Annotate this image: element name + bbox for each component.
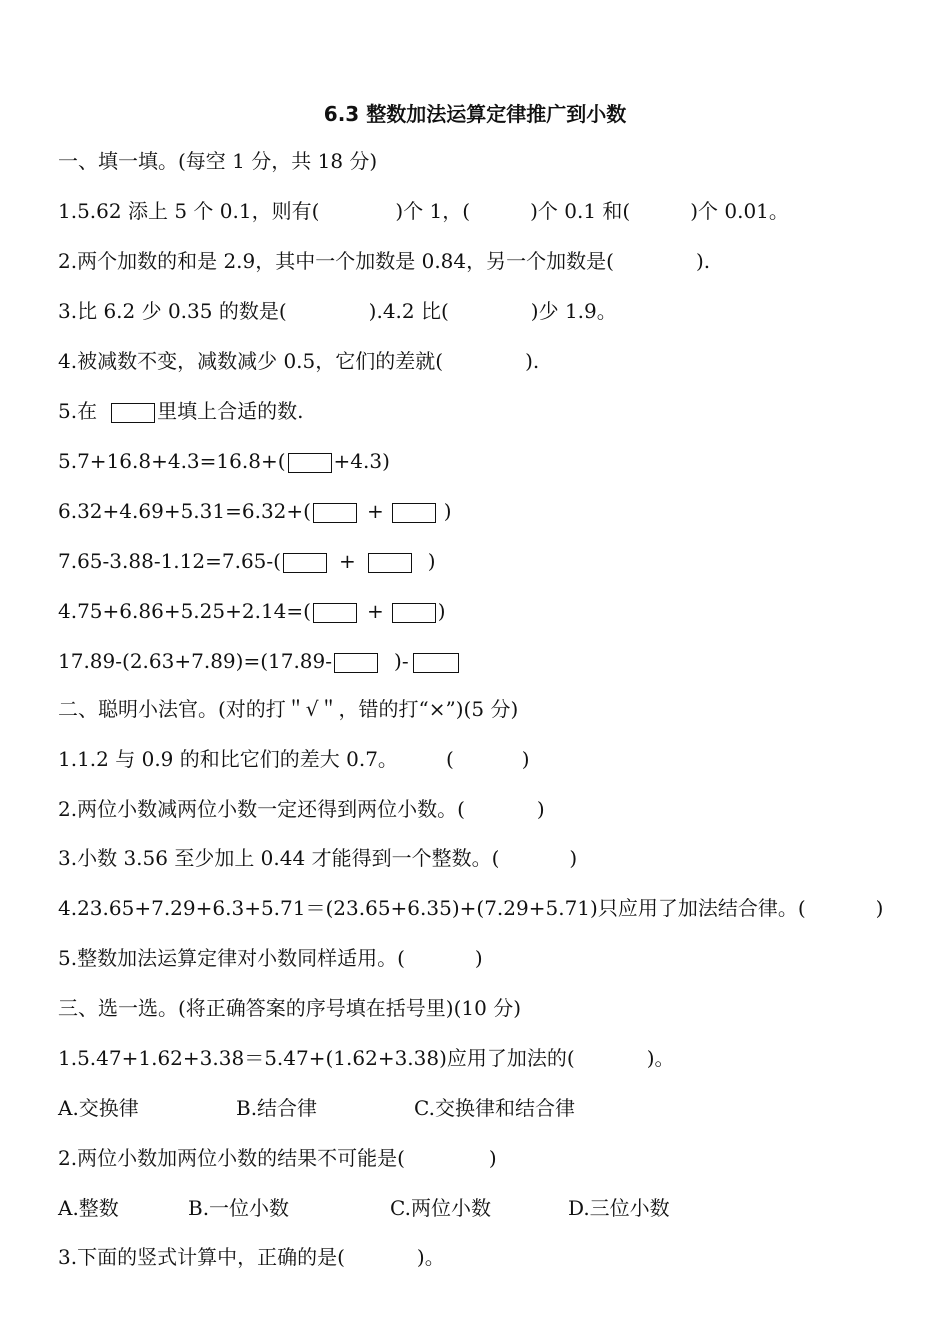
s1-equation-3: 7.65-3.88-1.12=7.65-( + ) — [58, 549, 436, 573]
s2-question-5: 5.整数加法运算定律对小数同样适用。( ) — [58, 946, 483, 970]
option-b: B.结合律 — [236, 1096, 318, 1120]
s2-question-2: 2.两位小数减两位小数一定还得到两位小数。( ) — [58, 797, 545, 821]
s1-question-1: 1.5.62 添上 5 个 0.1，则有( )个 1，( )个 0.1 和( )个 0.01。 — [58, 199, 789, 223]
s3-question-1: 1.5.47+1.62+3.38＝5.47+(1.62+3.38)应用了加法的( )。 — [58, 1046, 675, 1070]
option-c: C.两位小数 — [390, 1196, 491, 1220]
option-a: A.整数 — [58, 1196, 119, 1220]
s2-question-1: 1.1.2 与 0.9 的和比它们的差大 0.7。 ( ) — [58, 747, 530, 771]
answer-box[interactable] — [283, 553, 327, 573]
option-c: C.交换律和结合律 — [414, 1096, 575, 1120]
s1-question-2: 2.两个加数的和是 2.9，其中一个加数是 0.84，另一个加数是( ). — [58, 249, 711, 273]
s1-question-4: 4.被减数不变，减数减少 0.5，它们的差就( ). — [58, 349, 540, 373]
answer-box[interactable] — [392, 603, 436, 623]
s3-question-2: 2.两位小数加两位小数的结果不可能是( ) — [58, 1146, 497, 1170]
answer-box[interactable] — [288, 453, 332, 473]
s1-equation-4: 4.75+6.86+5.25+2.14=( + ) — [58, 599, 446, 623]
option-b: B.一位小数 — [188, 1196, 290, 1220]
answer-box[interactable] — [111, 403, 155, 423]
answer-box[interactable] — [334, 653, 378, 673]
s1-equation-2: 6.32+4.69+5.31=6.32+( + ) — [58, 499, 452, 523]
answer-box[interactable] — [313, 503, 357, 523]
s1-equation-5: 17.89-(2.63+7.89)=(17.89- )- — [58, 646, 461, 676]
section-2-heading: 二、聪明小法官。(对的打＂√＂，错的打“×”)(5 分) — [58, 697, 519, 721]
s1-question-5: 5.在 里填上合适的数. — [58, 399, 304, 423]
answer-box[interactable] — [368, 553, 412, 573]
page-title: 6.3 整数加法运算定律推广到小数 — [323, 102, 627, 126]
s1-question-3: 3.比 6.2 少 0.35 的数是( ).4.2 比( )少 1.9。 — [58, 299, 617, 323]
answer-box[interactable] — [392, 503, 436, 523]
answer-box[interactable] — [413, 653, 459, 673]
answer-box[interactable] — [313, 603, 357, 623]
section-1-heading: 一、填一填。(每空 1 分，共 18 分) — [58, 149, 378, 173]
s3-question-3: 3.下面的竖式计算中，正确的是( )。 — [58, 1245, 445, 1269]
s2-question-3: 3.小数 3.56 至少加上 0.44 才能得到一个整数。( ) — [58, 846, 578, 870]
option-a: A.交换律 — [58, 1096, 139, 1120]
option-d: D.三位小数 — [568, 1196, 670, 1220]
s2-question-4: 4.23.65+7.29+6.3+5.71＝(23.65+6.35)+(7.29+5.71)只应用了加法结合律。( ) — [58, 896, 884, 920]
s1-equation-1: 5.7+16.8+4.3=16.8+( +4.3) — [58, 449, 390, 473]
section-3-heading: 三、选一选。(将正确答案的序号填在括号里)(10 分) — [58, 996, 522, 1020]
